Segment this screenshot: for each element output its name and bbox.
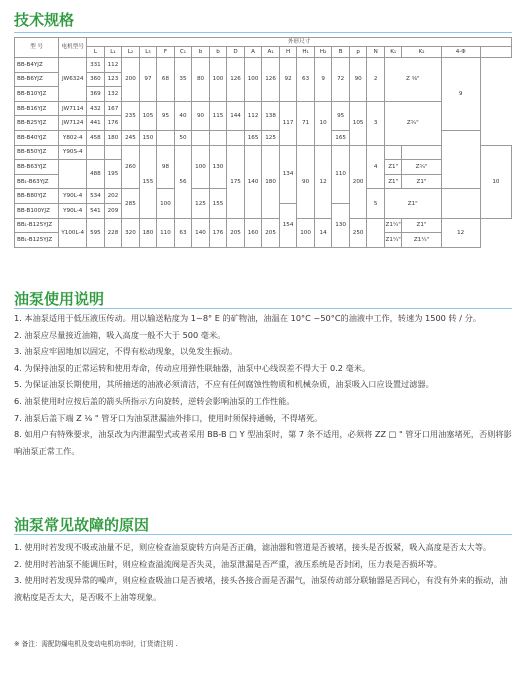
model-cell: BB-B63YJZ (15, 160, 59, 175)
cell-N: 3 (367, 101, 385, 145)
cell-N: 2 (367, 58, 385, 102)
footnote: ※ 备注：需配防爆电机及变动电机功率时，订货请注明 . (14, 640, 178, 648)
cell-p: 105 (349, 101, 367, 145)
cell-L: 432 (87, 101, 105, 116)
cell-L1: 112 (104, 58, 122, 73)
cell-L1: 132 (104, 87, 122, 102)
fault-list (14, 539, 512, 605)
cell-H: 92 (279, 58, 297, 102)
cell-L: 369 (87, 87, 105, 102)
cell-H: 134 (279, 145, 297, 203)
motor-cell: JW7124 (59, 116, 87, 131)
cell-L2: 235 (122, 101, 140, 130)
cell-H1: 63 (297, 58, 315, 102)
cell-L1: 209 (104, 204, 122, 219)
cell-p: 250 (349, 218, 367, 247)
fault-item: 2. 使用时若油泵不能调压时，则应检查溢流阀是否失灵，油泵泄漏是否严重，液压系统是否封闭，压力表是否损坏等。 (14, 558, 442, 569)
cell-L1: 180 (104, 131, 122, 146)
header-col: A (244, 47, 262, 58)
cell-H2: 10 (314, 101, 332, 145)
model-cell: BB-B80YJZ (15, 189, 59, 204)
cell-A: 165 (244, 131, 262, 146)
usage-item: 4. 为保持油泵的正常运转和使用寿命，传动应用弹性联轴器，油泵中心线误差不得大于 0.2 毫米。 (14, 362, 371, 373)
cell-b2: 155 (209, 189, 227, 218)
model-cell: BB₁-B63YJZ (15, 174, 59, 189)
cell-A1: 138 (262, 101, 280, 130)
cell-K: Z ⅜" (384, 58, 441, 102)
spec-table (14, 37, 512, 248)
header-col: L₁ (104, 47, 122, 58)
cell-p: 90 (349, 58, 367, 102)
cell-B: 95 (332, 101, 350, 130)
cell-L: 458 (87, 131, 105, 146)
model-cell: BB-B40YJZ (15, 131, 59, 146)
header-col: b (192, 47, 210, 58)
cell-A: 100 (244, 58, 262, 102)
cell-K1: Z1¼" (384, 233, 402, 248)
cell-C1: 50 (174, 131, 192, 146)
motor-cell: Y100L-4 (59, 218, 87, 247)
cell-L: 331 (87, 58, 105, 73)
cell-L3: 105 (139, 101, 157, 130)
usage-item: 6. 油泵使用时应按后盖的箭头所指示方向旋转，逆转会影响油泵的工作性能。 (14, 395, 295, 406)
cell-b2 (209, 131, 227, 146)
header-motor: 电机型号 (59, 38, 87, 58)
cell-p: 200 (349, 145, 367, 218)
cell-L3: 150 (139, 131, 157, 146)
cell-L2: 260 (122, 145, 140, 189)
motor-cell: Y90L-4 (59, 189, 87, 204)
fault-section-title: 油泵常见故障的原因 (14, 516, 150, 534)
cell-b (192, 131, 210, 146)
model-cell: BB-B50YJZ (15, 145, 59, 160)
cell-4phi (441, 131, 480, 189)
header-col: H₁ (297, 47, 315, 58)
cell-L1: 167 (104, 101, 122, 116)
fault-divider (14, 534, 512, 535)
motor-cell: JW7114 (59, 101, 87, 116)
cell-H2: 9 (314, 58, 332, 102)
header-dimensions: 外形尺寸 (87, 38, 512, 47)
cell-L1: 123 (104, 72, 122, 87)
cell-D: 126 (227, 58, 245, 102)
header-col: H (279, 47, 297, 58)
cell-C1: 40 (174, 101, 192, 130)
usage-item: 2. 油泵应尽量接近油箱，吸入高度一般不大于 500 毫米。 (14, 329, 226, 340)
cell-C1: 56 (174, 145, 192, 218)
model-cell: BB-B6YJZ (15, 72, 59, 87)
cell-K1: Z1¼" (384, 218, 402, 233)
cell-4phi: 9 (441, 58, 480, 131)
cell-H: 117 (279, 101, 297, 145)
cell-F (157, 131, 175, 146)
cell-C1: 35 (174, 58, 192, 102)
cell-L1: 202 (104, 189, 122, 204)
cell-A: 112 (244, 101, 262, 130)
cell-L: 441 (87, 116, 105, 131)
cell-L2: 320 (122, 218, 140, 247)
cell-K2 (402, 145, 441, 160)
cell-4phi: 10 (480, 145, 511, 218)
header-col: D (227, 47, 245, 58)
cell-K: Z1" (384, 189, 441, 218)
cell-L1: 176 (104, 116, 122, 131)
model-cell: BB-B100YJZ (15, 204, 59, 219)
usage-section-title: 油泵使用说明 (14, 290, 105, 308)
cell-L3: 97 (139, 58, 157, 102)
usage-item: 3. 油泵应牢固地加以固定，不得有松动现象，以免发生振动。 (14, 346, 238, 357)
cell-L: 488 (87, 160, 105, 189)
cell-L: 595 (87, 218, 105, 247)
header-col: L (87, 47, 105, 58)
usage-item: 5. 为保证油泵长期使用，其所抽送的油液必须清洁，不应有任何腐蚀性物质和机械杂质，油泵吸入口应设置过滤器。 (14, 379, 434, 390)
cell-A: 140 (244, 145, 262, 218)
usage-item: 1. 本油泵适用于低压液压传动。用以输送粘度为 1~8° E 的矿物油，油温在 10°C ~50°C的油液中工作，转速为 1500 转 / 分。 (14, 313, 481, 323)
cell-A: 160 (244, 218, 262, 247)
header-col: K₁ (384, 47, 402, 58)
header-col: B (332, 47, 350, 58)
header-col: b (209, 47, 227, 58)
cell-b: 90 (192, 101, 210, 130)
cell-b2: 100 (209, 58, 227, 102)
cell-B: 72 (332, 58, 350, 102)
header-col: N (367, 47, 385, 58)
model-cell: BB-B25YJZ (15, 116, 59, 131)
cell-B: 130 (332, 204, 350, 248)
motor-cell: JW6324 (59, 58, 87, 102)
usage-list (14, 310, 512, 459)
cell-b2: 130 (209, 145, 227, 189)
usage-item: 7. 油泵后盖下端 Z ⅛ " 管牙口为油泵泄漏油外排口，使用时须保持通畅，不得堵死。 (14, 412, 323, 423)
cell-H: 154 (279, 204, 297, 248)
cell-F: 95 (157, 101, 175, 130)
cell-C1: 63 (174, 218, 192, 247)
spec-section-title: 技术规格 (14, 11, 75, 29)
cell-L: 541 (87, 204, 105, 219)
spec-divider (14, 32, 512, 33)
cell-K: Z¾" (384, 101, 441, 145)
cell-H2: 14 (314, 218, 332, 247)
header-model: 型 号 (15, 38, 59, 58)
cell-H1: 100 (297, 218, 315, 247)
cell-L1: 228 (104, 218, 122, 247)
cell-L (87, 145, 105, 160)
cell-b2: 115 (209, 101, 227, 130)
header-col: L₂ (122, 47, 140, 58)
cell-D: 205 (227, 218, 245, 247)
cell-b2: 176 (209, 218, 227, 247)
cell-F: 98 (157, 145, 175, 189)
header-col: F (157, 47, 175, 58)
cell-N: 4 (367, 145, 385, 189)
cell-L1: 195 (104, 160, 122, 189)
cell-4phi: 12 (441, 218, 480, 247)
cell-D (227, 131, 245, 146)
cell-F: 100 (157, 189, 175, 218)
cell-L3: 180 (139, 218, 157, 247)
cell-F: 68 (157, 58, 175, 102)
cell-D: 175 (227, 145, 245, 218)
cell-K2: Z1¼" (402, 233, 441, 248)
header-col: 4-Φ (441, 47, 480, 58)
cell-K2: Z1" (402, 218, 441, 233)
cell-F: 110 (157, 218, 175, 247)
motor-cell: Y802-4 (59, 131, 87, 146)
cell-D: 144 (227, 101, 245, 130)
header-col: A₁ (262, 47, 280, 58)
cell-K1: Z1" (384, 174, 402, 189)
cell-K1 (384, 145, 402, 160)
cell-H1: 71 (297, 101, 315, 145)
cell-K1: Z1" (384, 160, 402, 175)
model-cell: BB₁-B125YJZ (15, 233, 59, 248)
model-cell: BB-B16YJZ (15, 101, 59, 116)
cell-K2: Z¾" (402, 160, 441, 175)
header-col: C₁ (174, 47, 192, 58)
cell-H1: 90 (297, 145, 315, 218)
model-cell: BB-B10YJZ (15, 87, 59, 102)
cell-H2: 12 (314, 145, 332, 218)
cell-L: 360 (87, 72, 105, 87)
header-col: K₂ (402, 47, 441, 58)
cell-L2: 285 (122, 189, 140, 218)
header-col: p (349, 47, 367, 58)
fault-item: 3. 使用时若发现异常的噪声，则应检查吸油口是否被堵，接头各接合面是否漏气，油泵传动部分联轴器是否同心，有没有外来的振动，油液粘度是否太大，是否吸不上油等现象。 (14, 575, 508, 602)
model-cell: BB₁-B125YJZ (15, 218, 59, 233)
cell-L1 (104, 145, 122, 160)
cell-B: 165 (332, 131, 350, 146)
motor-cell: Y90S-4 (59, 145, 87, 160)
cell-b: 80 (192, 58, 210, 102)
cell-b: 140 (192, 218, 210, 247)
cell-L: 534 (87, 189, 105, 204)
cell-N (367, 218, 385, 247)
motor-cell: Y90L-4 (59, 204, 87, 219)
cell-L3: 155 (139, 145, 157, 218)
cell-A1: 125 (262, 131, 280, 146)
cell-b: 125 (192, 189, 210, 218)
cell-A1: 205 (262, 218, 280, 247)
motor-cell (59, 160, 87, 189)
usage-item: 8. 如用户有特殊要求，油泵改为内泄漏型式或者采用 BB-B □ Y 型油泵时，第 7 条不适用，必须将 ZZ □ " 管牙口用油塞堵死，否则将影响油泵正常工作。 (14, 429, 512, 456)
cell-B: 110 (332, 145, 350, 203)
cell-K2: Z1" (402, 174, 441, 189)
cell-L2: 245 (122, 131, 140, 146)
cell-A1: 126 (262, 58, 280, 102)
header-col: L₃ (139, 47, 157, 58)
usage-divider (14, 308, 512, 309)
cell-b: 100 (192, 145, 210, 189)
fault-item: 1. 使用时若发现不吸或油量不足，则应检查油泵旋转方向是否正确，滤油器和管道是否被堵，接头是否扳紧，吸入高度是否太大等。 (14, 542, 492, 552)
cell-L2: 200 (122, 58, 140, 102)
cell-N: 5 (367, 189, 385, 218)
model-cell: BB-B4YJZ (15, 58, 59, 73)
header-col: H₂ (314, 47, 332, 58)
cell-A1: 180 (262, 145, 280, 218)
